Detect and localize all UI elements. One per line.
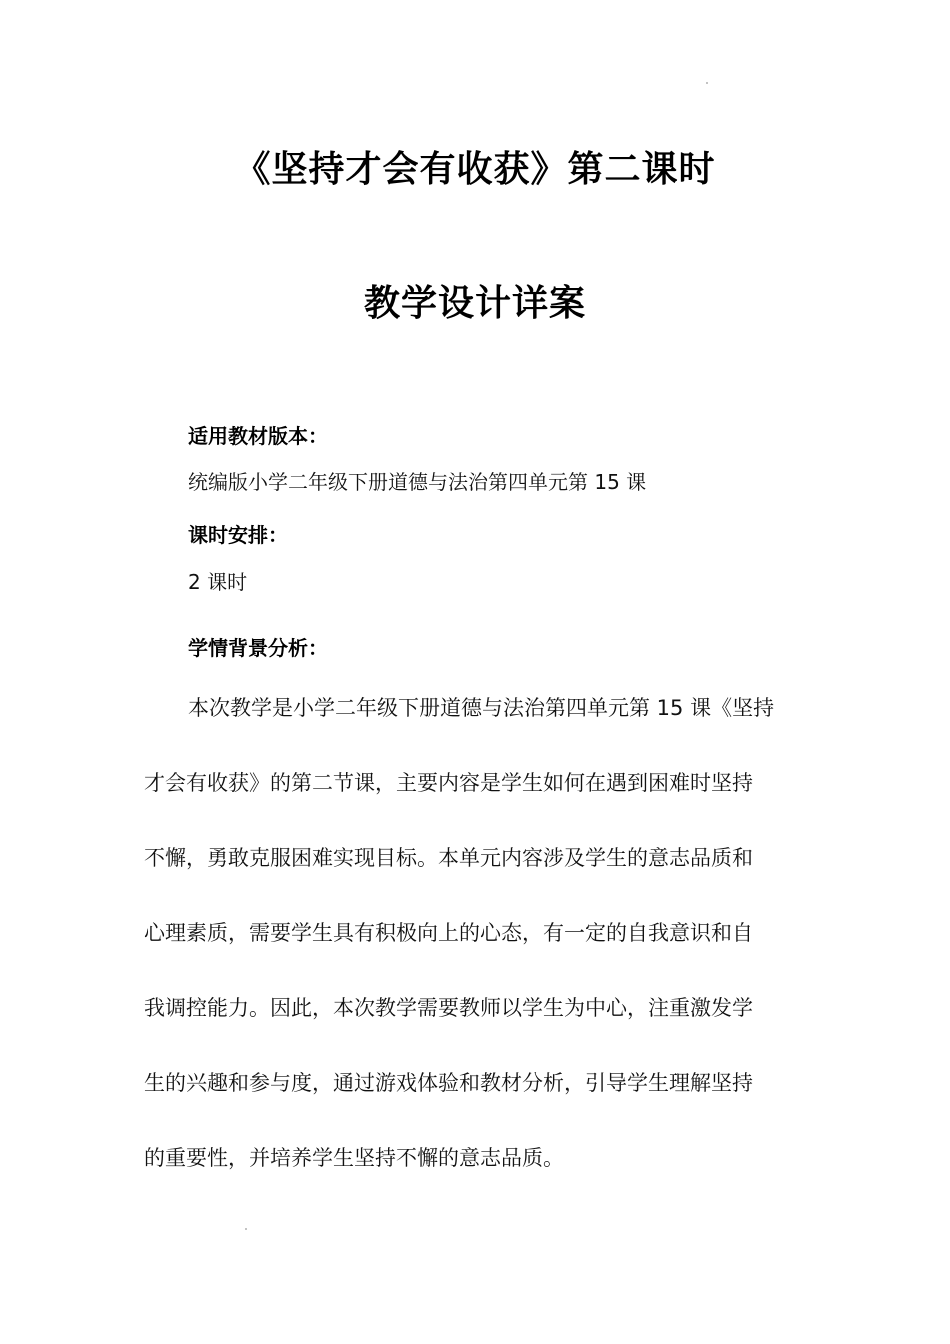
background-analysis-heading: 学情背景分析： — [188, 636, 328, 660]
paragraph-line: 我调控能力。因此，本次教学需要教师以学生为中心，注重激发学 — [144, 996, 753, 1020]
class-hours-heading: 课时安排： — [188, 523, 288, 547]
paragraph-line: 才会有收获》的第二节课，主要内容是学生如何在遇到困难时坚持 — [144, 771, 753, 795]
document-title-line-1: 《坚持才会有收获》第二课时 — [234, 149, 716, 190]
class-hours-value: 2 课时 — [188, 570, 248, 594]
paragraph-line: 本次教学是小学二年级下册道德与法治第四单元第 15 课《坚持 — [188, 696, 775, 720]
corner-mark-top — [706, 82, 708, 84]
document-title-line-2: 教学设计详案 — [363, 283, 586, 324]
textbook-version-heading: 适用教材版本： — [188, 424, 328, 448]
paragraph-line: 不懈，勇敢克服困难实现目标。本单元内容涉及学生的意志品质和 — [144, 846, 753, 870]
paragraph-line: 生的兴趣和参与度，通过游戏体验和教材分析，引导学生理解坚持 — [144, 1071, 753, 1095]
corner-mark-bottom — [245, 1228, 247, 1230]
paragraph-line: 的重要性，并培养学生坚持不懈的意志品质。 — [144, 1146, 564, 1170]
textbook-version-value: 统编版小学二年级下册道德与法治第四单元第 15 课 — [188, 470, 647, 494]
paragraph-line: 心理素质，需要学生具有积极向上的心态，有一定的自我意识和自 — [144, 921, 753, 945]
